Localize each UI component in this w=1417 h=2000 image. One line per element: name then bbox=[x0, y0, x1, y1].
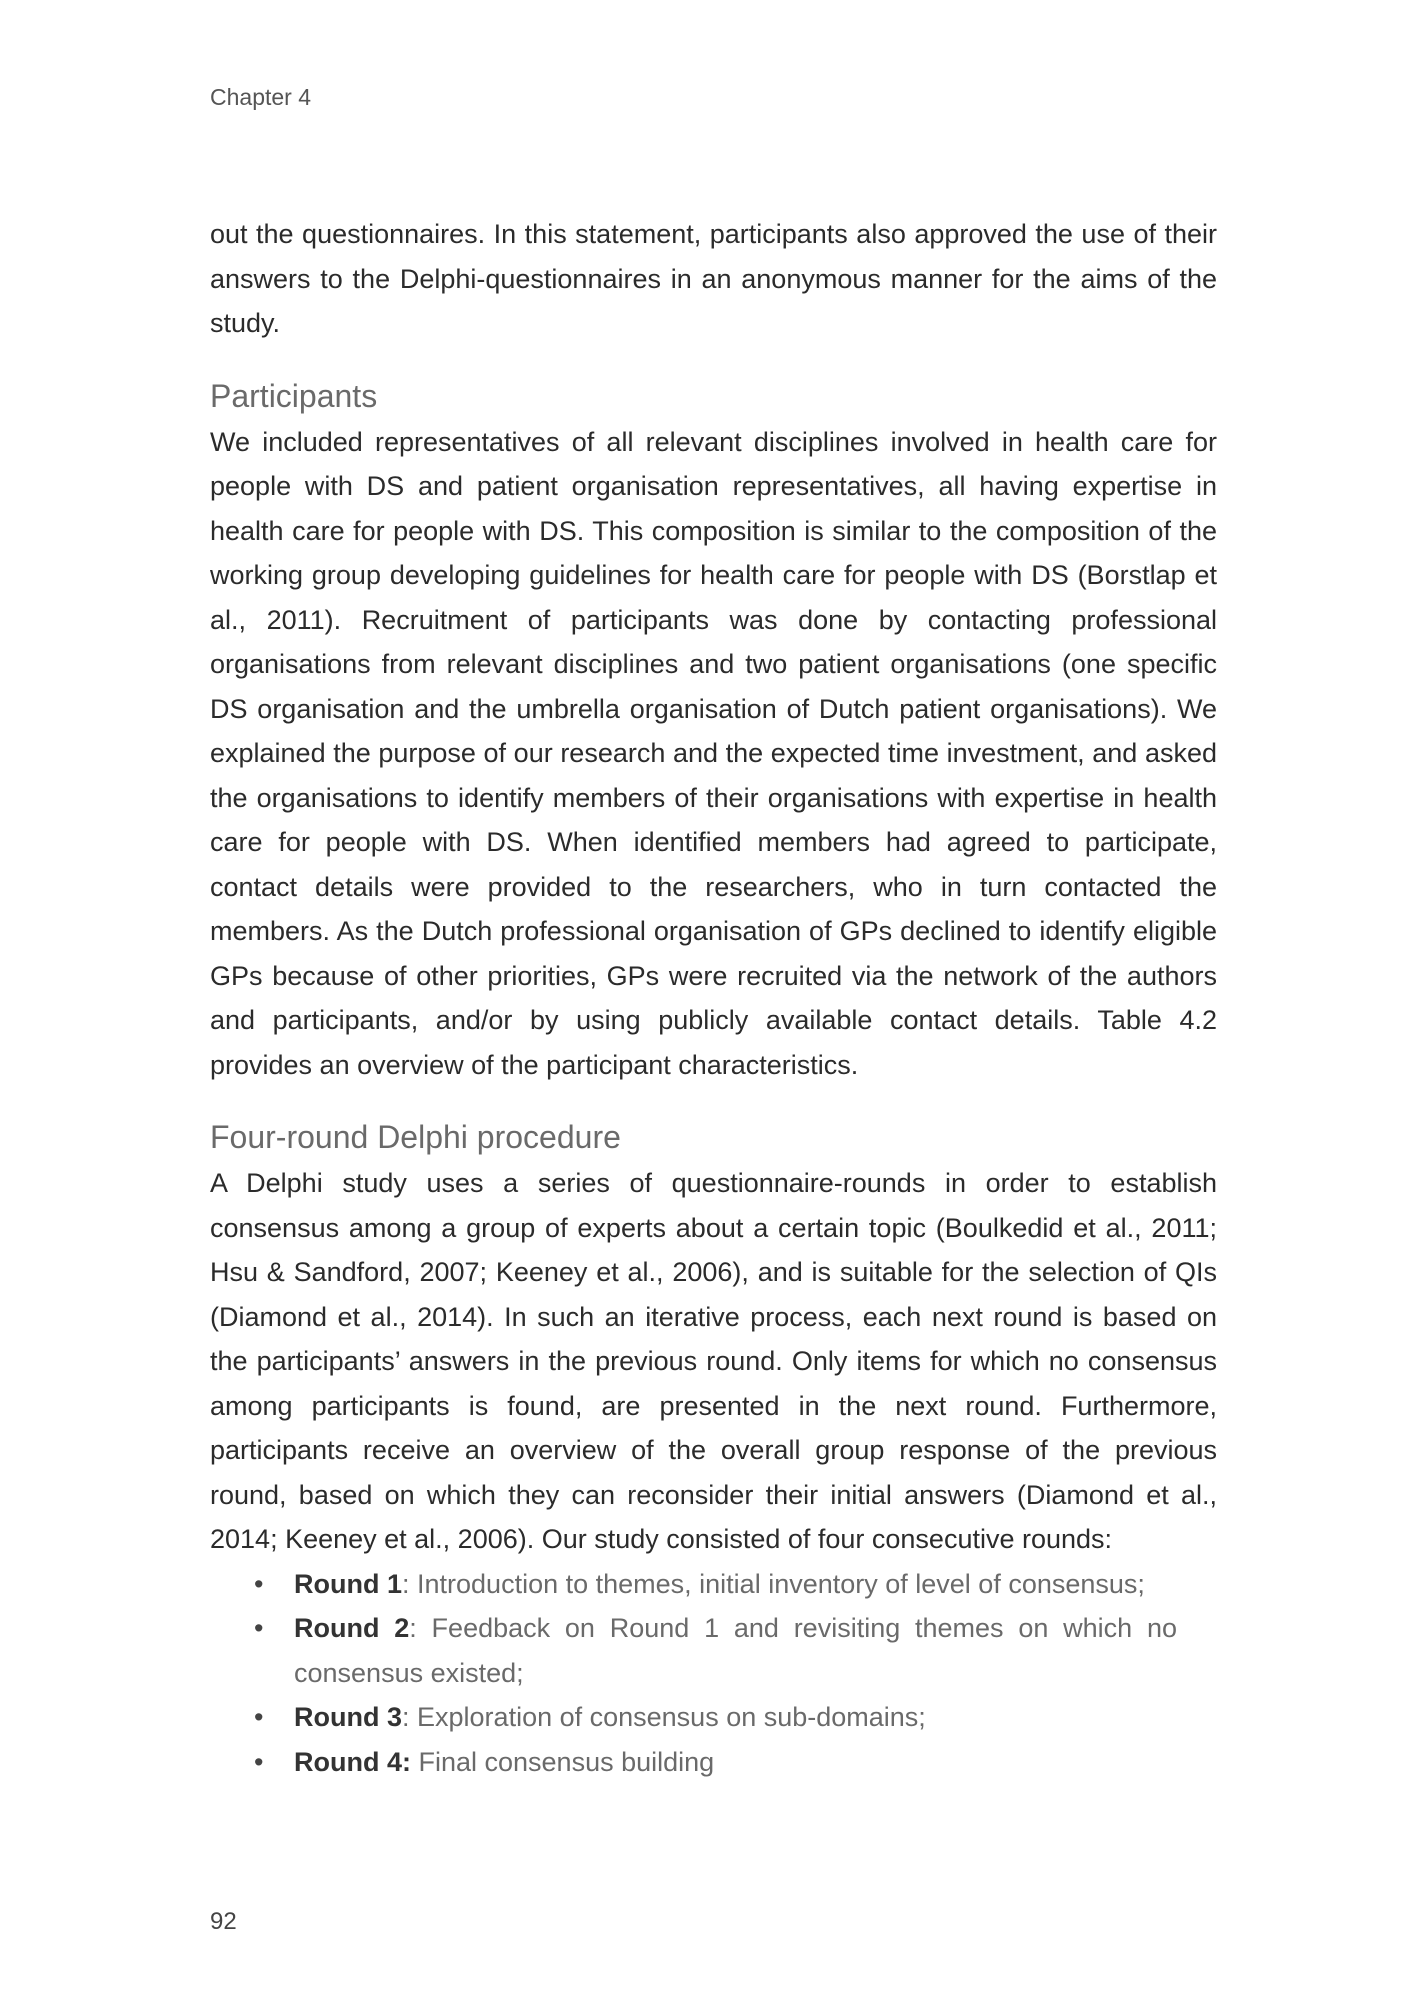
bullet-icon: • bbox=[254, 1568, 264, 1599]
delphi-paragraph: A Delphi study uses a series of questionnaire-rounds in order to establish consensus among a group of experts about a certain topic (Boulkedid et al., 2011; Hsu & Sandford, 2007; Keeney et al., 2006), and is suitable for the selection of QIs (Diamond et al., 2014). In such an iterative process, each next round is based on the participants’ answers in the previous round. Only items for which no consensus among participants is found, are presented in the next round. Furthermore, participants receive an overview of the overall group response of the previous round, based on which they can reconsider their initial answers (Diamond et al., 2014; Keeney et al., 2006). Our study consisted of four consecutive rounds: bbox=[210, 1168, 1217, 1554]
round-sep: : bbox=[402, 1702, 410, 1732]
list-item bbox=[210, 1562, 1217, 1607]
round-sep: : bbox=[409, 1613, 417, 1643]
round-label: Round 4: bbox=[294, 1746, 411, 1777]
round-label: Round 1 bbox=[294, 1568, 402, 1599]
page-body bbox=[210, 212, 1217, 1784]
rounds-list bbox=[210, 1562, 1217, 1785]
chapter-header: Chapter 4 bbox=[210, 84, 312, 110]
page-number: 92 bbox=[210, 1908, 237, 1935]
bullet-icon: • bbox=[254, 1702, 264, 1732]
bullet-icon: • bbox=[254, 1613, 264, 1643]
delphi-heading: Four-round Delphi procedure bbox=[210, 1119, 621, 1155]
list-item bbox=[210, 1606, 1217, 1695]
round-label: Round 3 bbox=[294, 1702, 402, 1732]
round-sep: : bbox=[402, 1568, 410, 1599]
list-item bbox=[210, 1695, 1217, 1740]
round-text: Feedback on Round 1 and revisiting themes on which no consensus existed; bbox=[294, 1613, 1177, 1688]
round-label: Round 2 bbox=[294, 1613, 410, 1643]
participants-heading: Participants bbox=[210, 377, 378, 414]
round-text: Final consensus building bbox=[410, 1746, 715, 1777]
participants-paragraph: We included representatives of all relevant disciplines involved in health care for people with DS and patient organisation representatives, all having expertise in health care for people with DS. This composition is similar to the composition of the working group developing guidelines for health care for people with DS (Borstlap et al., 2011). Recruitment of participants was done by contacting professional organisations from relevant disciplines and two patient organisations (one specific DS organisation and the umbrella organisation of Dutch patient organisations). We explained the purpose of our research and the expected time investment, and asked the organisations to identify members of their organisations with expertise in health care for people with DS. When identified members had agreed to participate, contact details were provided to the researchers, who in turn contacted the members. As the Dutch professional organisation of GPs declined to identify eligible GPs because of other priorities, GPs were recruited via the network of the authors and participants, and/or by using publicly available contact details. Table 4.2 provides an overview of the participant characteristics. bbox=[210, 426, 1217, 1080]
round-text: Exploration of consensus on sub-domains; bbox=[409, 1702, 926, 1732]
round-text: Introduction to themes, initial inventory of level of consensus; bbox=[409, 1568, 1145, 1599]
list-item bbox=[210, 1740, 1217, 1785]
bullet-icon: • bbox=[254, 1746, 264, 1777]
intro-paragraph: out the questionnaires. In this statement, participants also approved the use of their answers to the Delphi-questionnaires in an anonymous manner for the aims of the study. bbox=[210, 219, 1217, 338]
